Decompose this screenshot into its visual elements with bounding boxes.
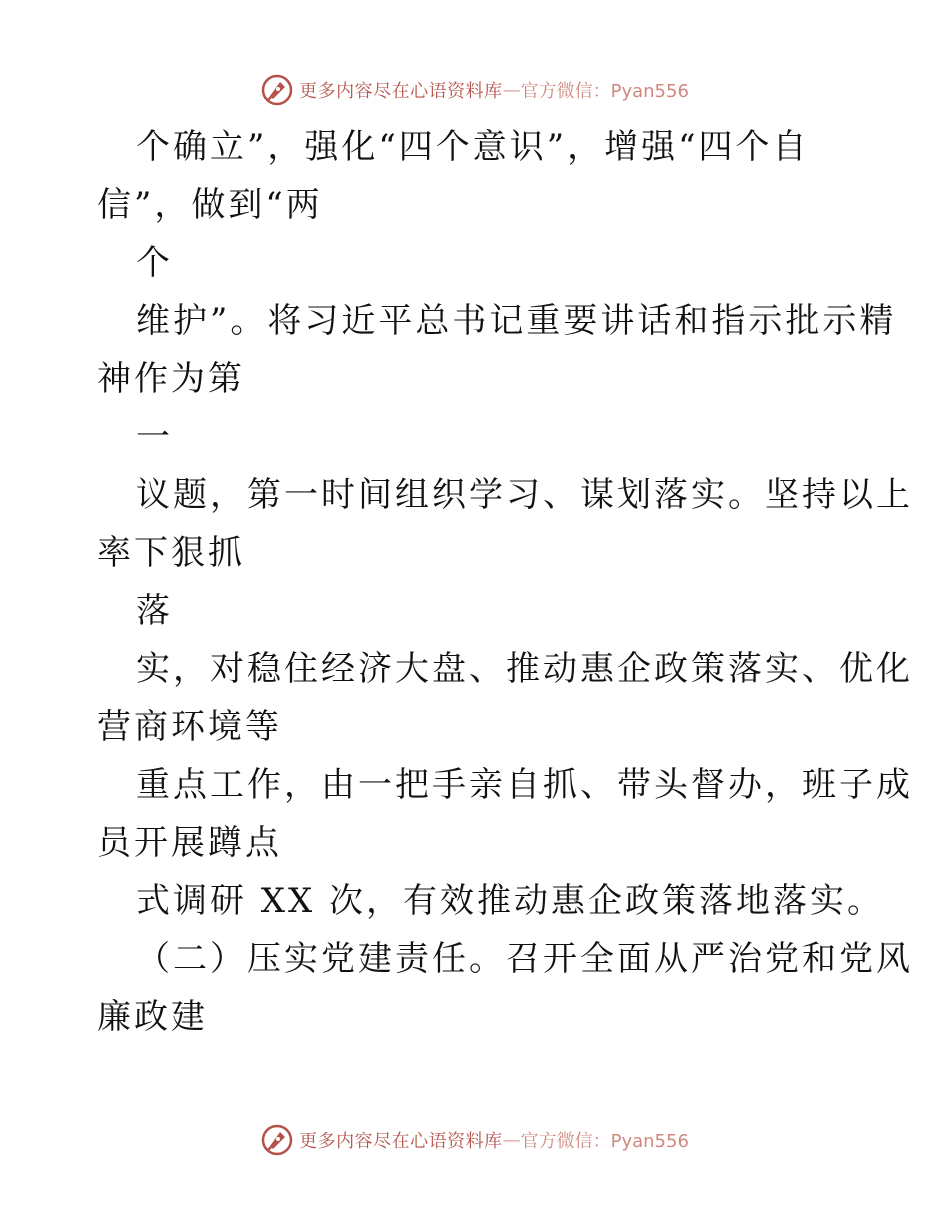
- text-line: 重点工作，由一把手亲自抓、带头督办，班子成: [136, 765, 913, 805]
- text-line: 议题，第一时间组织学习、谋划落实。坚持以上: [136, 475, 913, 515]
- text-line: 个确立”，强化“四个意识”，增强“四个自: [136, 127, 810, 167]
- text-line: 员开展蹲点: [97, 823, 282, 863]
- text-line: 个: [136, 243, 173, 283]
- text-line: 廉政建: [97, 997, 208, 1037]
- watermark-wechat: 官方微信：Pyan556: [520, 81, 689, 102]
- text-line: 维护”。将习近平总书记重要讲话和指示批示精: [136, 301, 897, 341]
- text-line: 式调研 XX 次，有效推动惠企政策落地落实。: [136, 881, 885, 921]
- header-watermark: [0, 74, 950, 106]
- watermark-separator: —: [502, 79, 521, 101]
- text-line: 实，对稳住经济大盘、推动惠企政策落实、优化: [136, 649, 913, 689]
- watermark-brand: 更多内容尽在心语资料库: [299, 81, 503, 102]
- text-line: 神作为第: [97, 359, 245, 399]
- footer-watermark: [0, 1124, 950, 1156]
- text-line: （二）压实党建责任。召开全面从严治党和党风: [136, 939, 913, 979]
- watermark-brand: 更多内容尽在心语资料库: [299, 1131, 503, 1152]
- text-line: 信”，做到“两: [97, 185, 323, 225]
- pen-nib-logo-icon: [261, 1124, 293, 1156]
- text-line: 落: [136, 591, 173, 631]
- pen-nib-logo-icon: [261, 74, 293, 106]
- text-line: 营商环境等: [97, 707, 282, 747]
- text-line: 一: [136, 417, 173, 457]
- watermark-separator: —: [502, 1129, 521, 1151]
- watermark-wechat: 官方微信：Pyan556: [520, 1131, 689, 1152]
- text-line: 率下狠抓: [97, 533, 245, 573]
